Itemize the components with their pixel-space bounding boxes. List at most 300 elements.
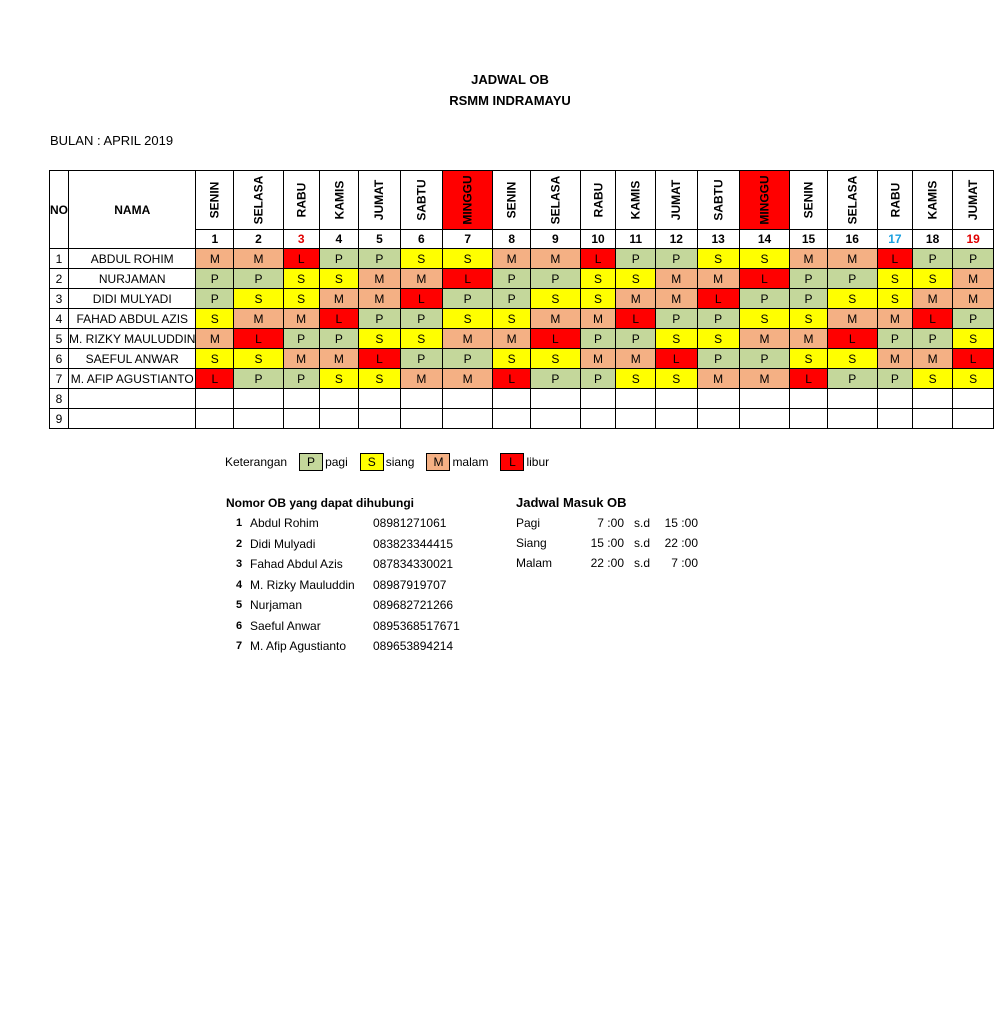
contact-name: M. Rizky Mauluddin — [250, 577, 355, 592]
shift-cell: P — [739, 289, 789, 309]
shift-cell: S — [319, 269, 359, 289]
shift-end: 22 :00 — [664, 536, 698, 550]
shift-cell: P — [913, 329, 953, 349]
contact-number: 5 — [235, 599, 243, 612]
shift-cell: S — [913, 369, 953, 389]
contact-name: Nurjaman — [250, 598, 303, 613]
shift-cell: M — [531, 249, 581, 269]
shift-cell — [616, 389, 656, 409]
shift-cell: P — [531, 369, 581, 389]
shift-cell: M — [790, 329, 828, 349]
shift-cell: P — [656, 309, 697, 329]
shift-cell — [827, 409, 877, 429]
shift-cell — [790, 409, 828, 429]
day-header — [580, 171, 616, 230]
date-cell: 11 — [616, 230, 656, 249]
contact-row — [228, 575, 460, 596]
shift-cell: M — [531, 309, 581, 329]
masuk-row — [516, 513, 698, 533]
shift-cell — [442, 409, 492, 429]
masuk-list — [516, 513, 698, 573]
day-header — [442, 171, 492, 230]
shift-cell: M — [697, 269, 739, 289]
shift-cell — [877, 389, 913, 409]
shift-cell: L — [442, 269, 492, 289]
shift-cell: L — [234, 329, 284, 349]
day-name: RABU — [294, 182, 309, 218]
row-number: 5 — [50, 329, 69, 349]
shift-cell: P — [531, 269, 581, 289]
shift-cell: M — [493, 249, 531, 269]
shift-cell — [359, 409, 400, 429]
date-cell: 5 — [359, 230, 400, 249]
shift-cell: S — [697, 329, 739, 349]
date-cell: 4 — [319, 230, 359, 249]
shift-cell — [656, 389, 697, 409]
title-jadwal-ob: JADWAL OB — [471, 72, 549, 87]
day-header — [359, 171, 400, 230]
shift-cell: M — [283, 309, 319, 329]
day-name: MINGGU — [460, 175, 475, 225]
shift-cell: P — [616, 249, 656, 269]
shift-cell: M — [827, 309, 877, 329]
row-number: 3 — [50, 289, 69, 309]
staff-name: FAHAD ABDUL AZIS — [69, 309, 196, 329]
header-nama: NAMA — [69, 171, 196, 249]
shift-cell: M — [656, 269, 697, 289]
staff-name — [69, 389, 196, 409]
contact-phone: 089653894214 — [373, 639, 454, 654]
staff-name: M. AFIP AGUSTIANTO — [69, 369, 196, 389]
shift-cell: M — [234, 309, 284, 329]
contact-phone: 08981271061 — [373, 516, 447, 531]
shift-cell: S — [952, 369, 993, 389]
shift-start: 7 :00 — [597, 516, 624, 530]
date-cell: 3 — [283, 230, 319, 249]
shift-cell: M — [400, 369, 442, 389]
day-name: RABU — [887, 182, 902, 218]
shift-cell — [827, 389, 877, 409]
shift-cell — [531, 389, 581, 409]
month-label: BULAN : APRIL 2019 — [50, 133, 174, 148]
shift-cell: M — [580, 309, 616, 329]
shift-cell: S — [531, 349, 581, 369]
day-header — [656, 171, 697, 230]
shift-cell: L — [400, 289, 442, 309]
shift-cell: S — [493, 309, 531, 329]
shift-cell: M — [739, 369, 789, 389]
shift-cell: S — [827, 349, 877, 369]
table-row — [50, 389, 994, 409]
date-cell: 16 — [827, 230, 877, 249]
shift-cell — [283, 389, 319, 409]
row-number: 2 — [50, 269, 69, 289]
day-name: SENIN — [801, 181, 816, 219]
shift-cell: S — [790, 309, 828, 329]
shift-cell — [739, 409, 789, 429]
contact-name: Fahad Abdul Azis — [250, 557, 343, 572]
shift-cell — [913, 389, 953, 409]
shift-cell: L — [319, 309, 359, 329]
row-number: 7 — [50, 369, 69, 389]
shift-cell: P — [196, 289, 234, 309]
shift-cell: P — [493, 269, 531, 289]
shift-cell: M — [877, 309, 913, 329]
day-name: KAMIS — [331, 180, 346, 220]
shift-label: Siang — [516, 536, 547, 550]
shift-cell — [319, 409, 359, 429]
row-number: 6 — [50, 349, 69, 369]
shift-cell: P — [234, 269, 284, 289]
shift-cell: M — [877, 349, 913, 369]
shift-cell — [531, 409, 581, 429]
contact-number: 4 — [235, 578, 243, 591]
shift-cell: P — [697, 309, 739, 329]
shift-cell: M — [359, 269, 400, 289]
title-hospital: RSMM INDRAMAYU — [449, 93, 571, 108]
shift-cell: M — [952, 269, 993, 289]
legend-swatch: P — [299, 453, 323, 471]
day-name: JUMAT — [966, 179, 981, 221]
shift-cell: S — [442, 309, 492, 329]
shift-cell: P — [656, 249, 697, 269]
staff-name: ABDUL ROHIM — [69, 249, 196, 269]
date-cell: 15 — [790, 230, 828, 249]
shift-cell: P — [697, 349, 739, 369]
contact-row — [228, 636, 460, 657]
shift-cell — [952, 389, 993, 409]
shift-cell: S — [319, 369, 359, 389]
shift-cell: M — [913, 349, 953, 369]
shift-cell: S — [234, 349, 284, 369]
date-cell: 6 — [400, 230, 442, 249]
shift-cell: M — [319, 349, 359, 369]
day-name: SELASA — [845, 175, 860, 225]
shift-label: Malam — [516, 556, 553, 570]
day-name: RABU — [591, 182, 606, 218]
shift-cell: L — [827, 329, 877, 349]
day-header — [400, 171, 442, 230]
day-name: MINGGU — [757, 175, 772, 225]
shift-cell — [493, 409, 531, 429]
shift-cell: P — [790, 269, 828, 289]
row-number: 9 — [50, 409, 69, 429]
shift-cell — [319, 389, 359, 409]
shift-cell: P — [359, 309, 400, 329]
shift-cell: P — [580, 329, 616, 349]
shift-cell: L — [877, 249, 913, 269]
shift-cell: L — [739, 269, 789, 289]
shift-cell: M — [196, 249, 234, 269]
shift-cell: S — [656, 329, 697, 349]
contacts-list — [228, 513, 460, 657]
contact-phone: 087834330021 — [373, 557, 454, 572]
shift-cell — [616, 409, 656, 429]
date-cell: 12 — [656, 230, 697, 249]
day-header — [319, 171, 359, 230]
shift-cell: P — [790, 289, 828, 309]
staff-name — [69, 409, 196, 429]
shift-cell — [877, 409, 913, 429]
shift-cell: P — [283, 329, 319, 349]
day-header — [697, 171, 739, 230]
contact-phone: 0895368517671 — [373, 618, 460, 633]
shift-cell: S — [400, 329, 442, 349]
shift-start: 22 :00 — [590, 556, 624, 570]
contact-name: Abdul Rohim — [250, 516, 319, 531]
shift-cell: P — [400, 309, 442, 329]
shift-cell — [400, 389, 442, 409]
contact-phone: 08987919707 — [373, 577, 447, 592]
staff-name: NURJAMAN — [69, 269, 196, 289]
shift-cell: S — [234, 289, 284, 309]
shift-label: Pagi — [516, 516, 541, 530]
table-row — [50, 249, 994, 269]
day-header — [790, 171, 828, 230]
table-row — [50, 369, 994, 389]
shift-cell — [493, 389, 531, 409]
shift-cell: S — [442, 249, 492, 269]
shift-cell: S — [580, 289, 616, 309]
shift-cell: M — [493, 329, 531, 349]
table-row — [50, 269, 994, 289]
day-header — [616, 171, 656, 230]
legend-swatch: L — [500, 453, 524, 471]
shift-cell: S — [739, 249, 789, 269]
row-number: 8 — [50, 389, 69, 409]
shift-cell: M — [827, 249, 877, 269]
shift-cell: M — [359, 289, 400, 309]
shift-cell: S — [827, 289, 877, 309]
day-header — [877, 171, 913, 230]
shift-cell: P — [739, 349, 789, 369]
table-row — [50, 409, 994, 429]
day-header — [531, 171, 581, 230]
day-name: JUMAT — [669, 179, 684, 221]
shift-cell: S — [790, 349, 828, 369]
shift-cell: P — [234, 369, 284, 389]
shift-cell: L — [616, 309, 656, 329]
contact-row — [228, 534, 460, 555]
day-header — [739, 171, 789, 230]
legend-swatch: S — [360, 453, 384, 471]
shift-cell — [234, 389, 284, 409]
staff-name: SAEFUL ANWAR — [69, 349, 196, 369]
date-cell: 7 — [442, 230, 492, 249]
shift-cell — [580, 389, 616, 409]
shift-end: 7 :00 — [671, 556, 698, 570]
staff-name: M. RIZKY MAULUDDIN — [69, 329, 196, 349]
shift-cell — [952, 409, 993, 429]
shift-cell: M — [319, 289, 359, 309]
shift-cell: L — [913, 309, 953, 329]
shift-cell: P — [283, 369, 319, 389]
shift-cell: M — [656, 289, 697, 309]
date-cell: 17 — [877, 230, 913, 249]
shift-cell: S — [616, 269, 656, 289]
shift-cell: P — [442, 349, 492, 369]
shift-cell: P — [493, 289, 531, 309]
shift-cell: P — [442, 289, 492, 309]
contact-name: Saeful Anwar — [250, 618, 321, 633]
date-cell: 14 — [739, 230, 789, 249]
shift-cell: S — [580, 269, 616, 289]
shift-cell: L — [196, 369, 234, 389]
table-row — [50, 309, 994, 329]
day-header — [196, 171, 234, 230]
shift-cell: S — [400, 249, 442, 269]
shift-cell: M — [739, 329, 789, 349]
date-cell: 10 — [580, 230, 616, 249]
shift-cell: M — [580, 349, 616, 369]
legend-item-label: pagi — [325, 455, 348, 469]
shift-sd: s.d — [633, 536, 650, 550]
shift-cell: L — [359, 349, 400, 369]
shift-cell: L — [697, 289, 739, 309]
shift-cell — [196, 389, 234, 409]
shift-cell: S — [877, 289, 913, 309]
contact-row — [228, 513, 460, 534]
day-header — [952, 171, 993, 230]
shift-cell — [580, 409, 616, 429]
shift-cell: P — [319, 329, 359, 349]
shift-cell: L — [531, 329, 581, 349]
shift-cell — [697, 389, 739, 409]
shift-cell: L — [656, 349, 697, 369]
contact-name: M. Afip Agustianto — [250, 639, 347, 654]
day-name: KAMIS — [628, 180, 643, 220]
shift-cell: P — [196, 269, 234, 289]
shift-cell: P — [952, 309, 993, 329]
shift-cell — [234, 409, 284, 429]
shift-cell — [790, 389, 828, 409]
masuk-row — [516, 533, 698, 553]
day-name: SABTU — [414, 179, 429, 221]
shift-cell: M — [196, 329, 234, 349]
day-header — [234, 171, 284, 230]
shift-cell: L — [493, 369, 531, 389]
contacts-title: Nomor OB yang dapat dihubungi — [226, 496, 414, 510]
shift-cell: M — [616, 349, 656, 369]
shift-cell: P — [827, 369, 877, 389]
shift-cell — [359, 389, 400, 409]
day-header — [827, 171, 877, 230]
contact-name: Didi Mulyadi — [250, 536, 316, 551]
shift-cell: S — [739, 309, 789, 329]
shift-cell: P — [952, 249, 993, 269]
day-header — [493, 171, 531, 230]
shift-cell: S — [877, 269, 913, 289]
shift-cell: S — [196, 309, 234, 329]
shift-sd: s.d — [633, 516, 650, 530]
legend — [225, 453, 549, 471]
legend-swatch: M — [426, 453, 450, 471]
shift-cell: S — [913, 269, 953, 289]
contact-number: 1 — [235, 517, 243, 530]
shift-cell: P — [616, 329, 656, 349]
shift-cell: P — [877, 329, 913, 349]
shift-cell — [739, 389, 789, 409]
table-row — [50, 329, 994, 349]
shift-cell: S — [283, 269, 319, 289]
shift-cell: P — [359, 249, 400, 269]
day-name: SELASA — [251, 175, 266, 225]
shift-end: 15 :00 — [664, 516, 698, 530]
legend-label: Keterangan — [225, 455, 288, 469]
shift-cell: M — [952, 289, 993, 309]
date-cell: 9 — [531, 230, 581, 249]
shift-cell: M — [697, 369, 739, 389]
shift-cell: M — [442, 329, 492, 349]
date-cell: 13 — [697, 230, 739, 249]
contact-number: 6 — [235, 619, 243, 632]
day-name: KAMIS — [925, 180, 940, 220]
contact-number: 2 — [235, 537, 243, 550]
day-name: SABTU — [711, 179, 726, 221]
day-header — [913, 171, 953, 230]
header-no: NO — [50, 171, 69, 249]
shift-cell: P — [913, 249, 953, 269]
contact-number: 7 — [235, 640, 243, 653]
date-cell: 19 — [952, 230, 993, 249]
contact-row — [228, 616, 460, 637]
shift-cell: S — [656, 369, 697, 389]
shift-cell: M — [913, 289, 953, 309]
shift-cell: P — [580, 369, 616, 389]
shift-cell — [697, 409, 739, 429]
date-cell: 18 — [913, 230, 953, 249]
shift-cell: L — [283, 249, 319, 269]
contact-row — [228, 554, 460, 575]
shift-cell: L — [952, 349, 993, 369]
shift-cell: M — [283, 349, 319, 369]
day-header — [283, 171, 319, 230]
shift-cell: P — [827, 269, 877, 289]
shift-cell: S — [952, 329, 993, 349]
date-cell: 1 — [196, 230, 234, 249]
shift-cell: M — [790, 249, 828, 269]
shift-cell: S — [359, 329, 400, 349]
shift-cell: S — [283, 289, 319, 309]
row-number: 4 — [50, 309, 69, 329]
day-name: SELASA — [548, 175, 563, 225]
shift-cell: P — [400, 349, 442, 369]
shift-start: 15 :00 — [590, 536, 624, 550]
shift-cell — [400, 409, 442, 429]
shift-cell — [283, 409, 319, 429]
table-row — [50, 349, 994, 369]
staff-name: DIDI MULYADI — [69, 289, 196, 309]
contact-row — [228, 595, 460, 616]
table-row — [50, 289, 994, 309]
day-name: SENIN — [504, 181, 519, 219]
shift-cell — [442, 389, 492, 409]
masuk-title: Jadwal Masuk OB — [516, 495, 627, 510]
shift-cell: S — [697, 249, 739, 269]
row-number: 1 — [50, 249, 69, 269]
masuk-row — [516, 553, 698, 573]
shift-cell: M — [400, 269, 442, 289]
shift-cell — [196, 409, 234, 429]
shift-cell: P — [877, 369, 913, 389]
contact-phone: 089682721266 — [373, 598, 454, 613]
shift-cell — [656, 409, 697, 429]
legend-item-label: siang — [385, 455, 415, 469]
shift-cell: S — [196, 349, 234, 369]
legend-item-label: malam — [452, 455, 489, 469]
shift-cell: P — [319, 249, 359, 269]
contact-phone: 083823344415 — [373, 536, 454, 551]
